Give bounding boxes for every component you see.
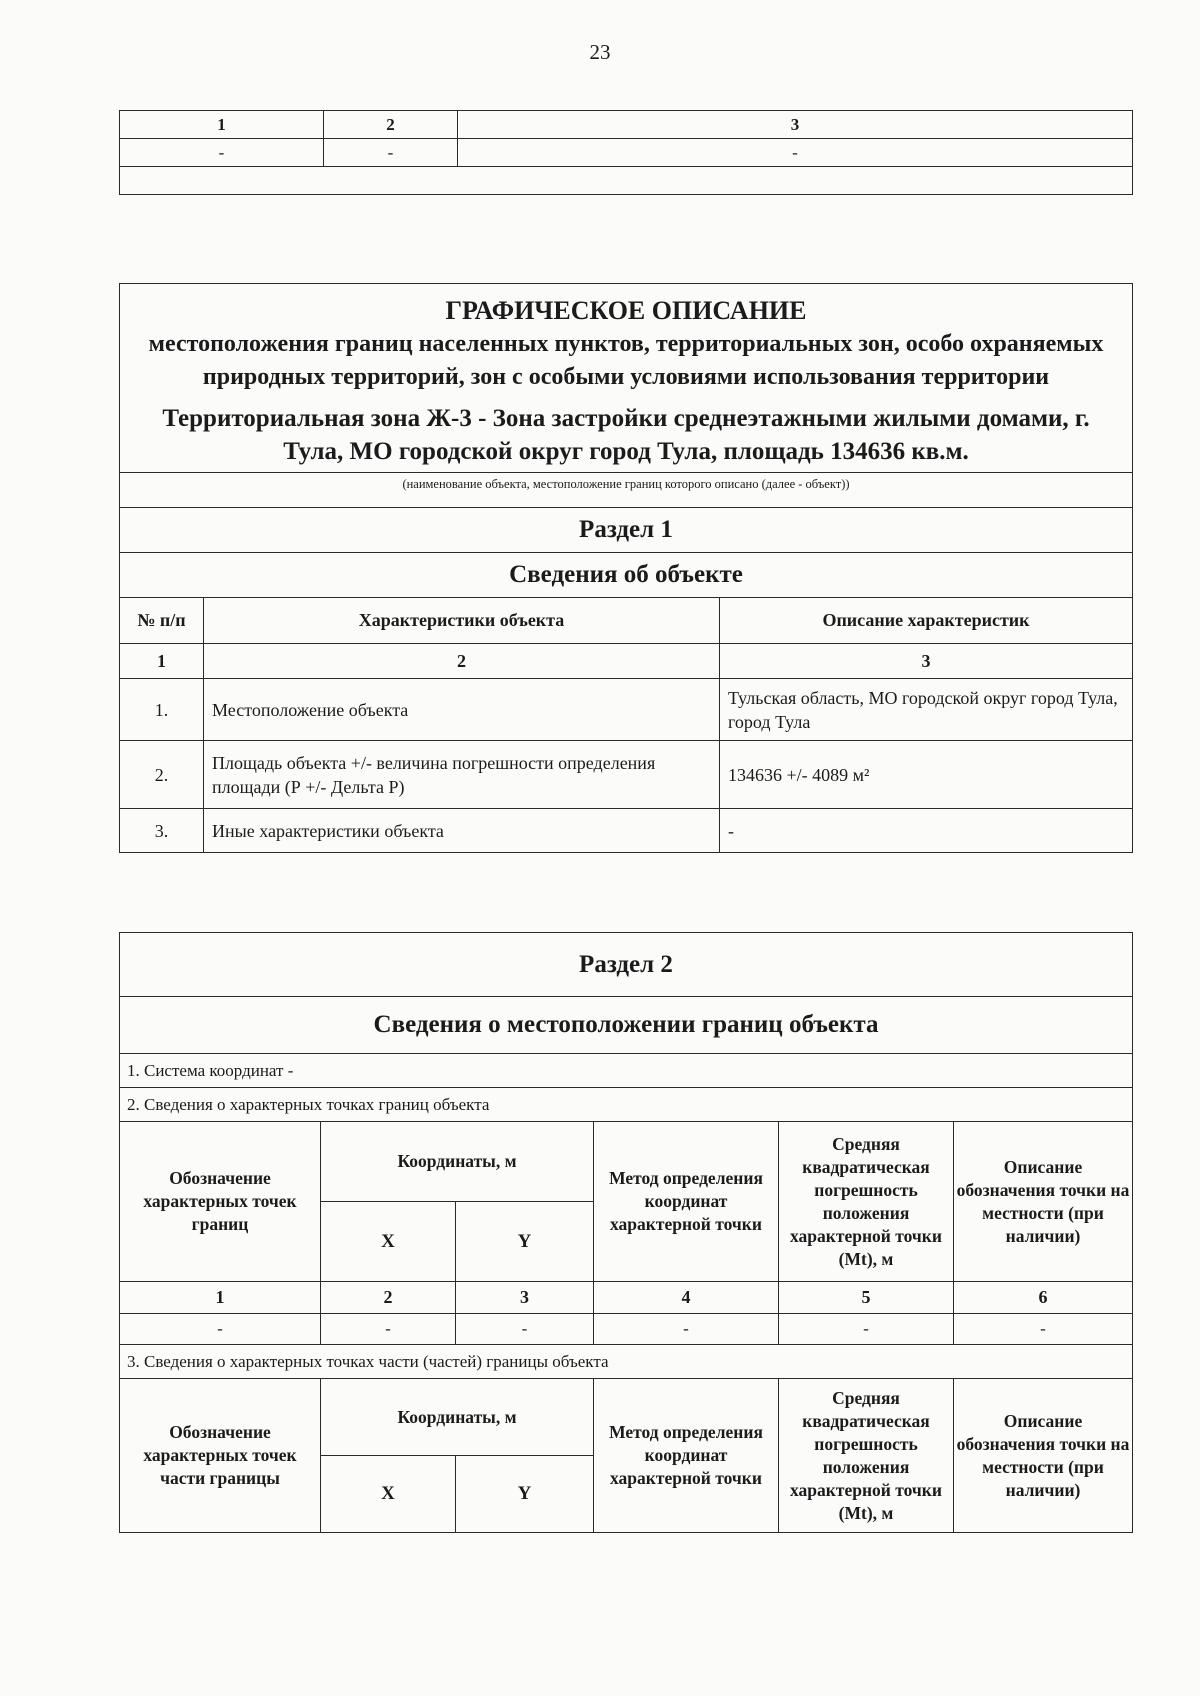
y-header: Y (456, 1456, 594, 1533)
table-header-row (120, 1122, 1133, 1202)
row-index: 3. (120, 809, 204, 853)
characteristic-name: Иные характеристики объекта (204, 809, 720, 853)
row-index: 1. (120, 679, 204, 741)
column-number: 1 (120, 1282, 321, 1314)
points-title-row (120, 1088, 1133, 1122)
column-number: 3 (720, 644, 1133, 679)
error-header: Средняя квадратическая погрешность положения характерной точки (Mt), м (779, 1122, 954, 1282)
section-heading-row (120, 508, 1133, 553)
section1-heading: Раздел 1 (120, 508, 1133, 553)
table-header-row (120, 1379, 1133, 1456)
object-caption: (наименование объекта, местоположение границ которого описано (далее - объект)) (120, 473, 1133, 508)
table-header-row (120, 598, 1133, 644)
table-cell: - (120, 139, 324, 167)
column-number-row (120, 644, 1133, 679)
section-heading-row (120, 933, 1133, 997)
section1-subheading: Сведения об объекте (120, 553, 1133, 598)
description-header: Описание обозначения точки на местности (при наличии) (954, 1379, 1133, 1533)
row-index: 2. (120, 741, 204, 809)
empty-row (120, 167, 1133, 195)
column-header: № п/п (120, 598, 204, 644)
table-row (120, 741, 1133, 809)
characteristic-name: Площадь объекта +/- величина погрешности определения площади (Р +/- Дельта Р) (204, 741, 720, 809)
column-number: 3 (456, 1282, 594, 1314)
column-number: 3 (458, 111, 1133, 139)
column-number: 1 (120, 111, 324, 139)
caption-row (120, 473, 1133, 508)
table-cell: - (779, 1314, 954, 1345)
column-number: 4 (594, 1282, 779, 1314)
method-header: Метод определения координат характерной точки (594, 1379, 779, 1533)
characteristic-name: Местоположение объекта (204, 679, 720, 741)
coordinates-header: Координаты, м (321, 1379, 594, 1456)
zone-name: Территориальная зона Ж-3 - Зона застройки среднеэтажными жилыми домами, г. Тула, МО городской округ город Тула, площадь 134636 кв.м. (162, 405, 1090, 465)
section-subheading-row (120, 997, 1133, 1054)
coordinate-system: 1. Система координат - (120, 1054, 1133, 1088)
parts-title-row (120, 1345, 1133, 1379)
table-row (120, 139, 1133, 167)
table-row (120, 809, 1133, 853)
points-title: 2. Сведения о характерных точках границ объекта (120, 1088, 1133, 1122)
parts-title: 3. Сведения о характерных точках части (частей) границы объекта (120, 1345, 1133, 1379)
section1-table (119, 283, 1133, 853)
column-header: Описание характеристик (720, 598, 1133, 644)
page-number: 23 (589, 40, 611, 64)
column-number: 2 (204, 644, 720, 679)
point-header: Обозначение характерных точек границ (120, 1122, 321, 1282)
table-cell: - (120, 1314, 321, 1345)
continuation-table (119, 110, 1133, 195)
table-cell: - (458, 139, 1133, 167)
section2-heading: Раздел 2 (120, 933, 1133, 997)
point-header: Обозначение характерных точек части границы (120, 1379, 321, 1533)
table-cell: - (954, 1314, 1133, 1345)
column-number: 1 (120, 644, 204, 679)
characteristic-value: - (720, 809, 1133, 853)
column-number: 2 (321, 1282, 456, 1314)
column-number: 6 (954, 1282, 1133, 1314)
document-subtitle: местоположения границ населенных пунктов, территориальных зон, особо охраняемых природных территорий, зон с особыми условиями использования территории (148, 331, 1104, 390)
title-cell (120, 284, 1133, 473)
section-subheading-row (120, 553, 1133, 598)
description-header: Описание обозначения точки на местности (при наличии) (954, 1122, 1133, 1282)
table-cell: - (324, 139, 458, 167)
table-header-row (120, 111, 1133, 139)
column-header: Характеристики объекта (204, 598, 720, 644)
error-header: Средняя квадратическая погрешность положения характерной точки (Mt), м (779, 1379, 954, 1533)
x-header: X (321, 1202, 456, 1282)
column-number-row (120, 1282, 1133, 1314)
empty-cell (120, 167, 1133, 195)
characteristic-value: 134636 +/- 4089 м² (720, 741, 1133, 809)
table-cell: - (321, 1314, 456, 1345)
title-row (120, 284, 1133, 473)
coordinates-header: Координаты, м (321, 1122, 594, 1202)
y-header: Y (456, 1202, 594, 1282)
x-header: X (321, 1456, 456, 1533)
coord-system-row (120, 1054, 1133, 1088)
section2-subheading: Сведения о местоположении границ объекта (120, 997, 1133, 1054)
column-number: 5 (779, 1282, 954, 1314)
table-row (120, 1314, 1133, 1345)
column-number: 2 (324, 111, 458, 139)
characteristic-value: Тульская область, МО городской округ город Тула, город Тула (720, 679, 1133, 741)
table-cell: - (456, 1314, 594, 1345)
method-header: Метод определения координат характерной точки (594, 1122, 779, 1282)
section2-table (119, 932, 1133, 1533)
table-cell: - (594, 1314, 779, 1345)
document-title: ГРАФИЧЕСКОЕ ОПИСАНИЕ (445, 296, 807, 325)
table-row (120, 679, 1133, 741)
